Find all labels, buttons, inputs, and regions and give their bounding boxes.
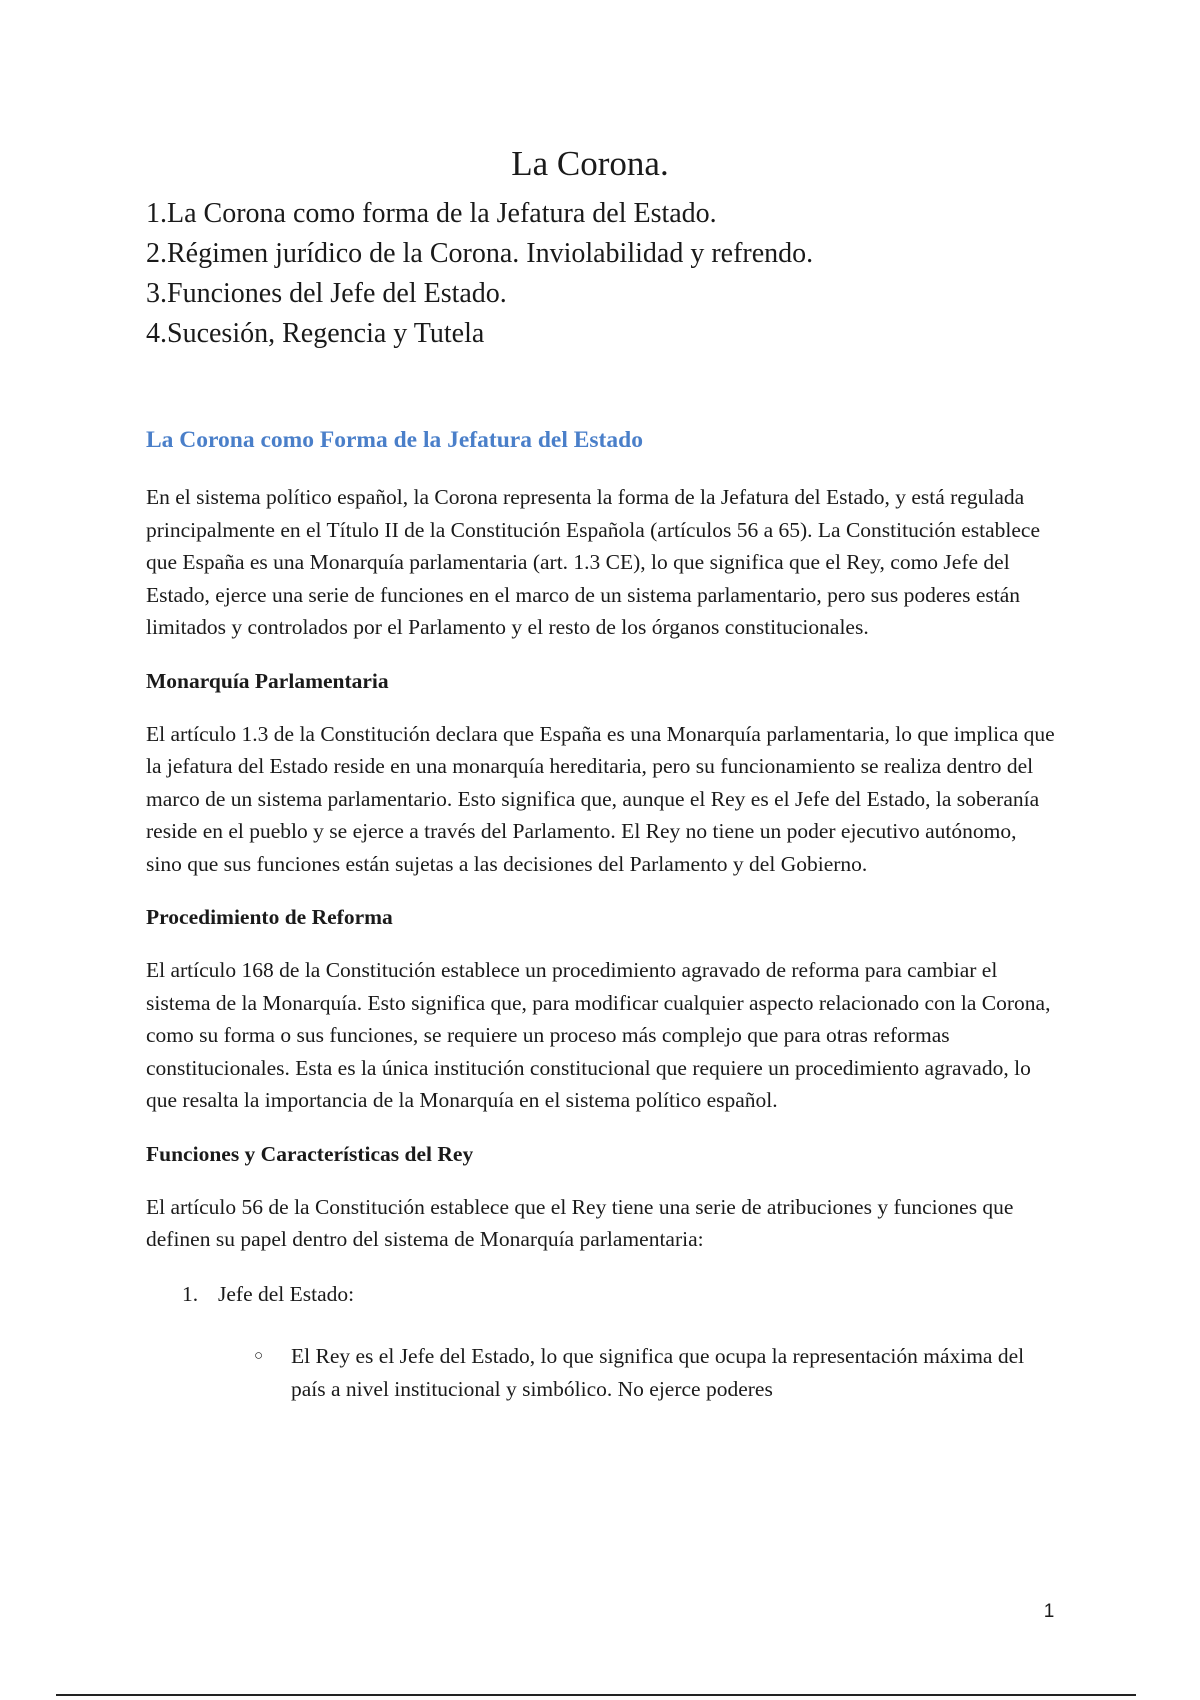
toc-item: 2.Régimen jurídico de la Corona. Inviolabilidad y refrendo. (146, 238, 814, 269)
subsection-paragraph: El artículo 168 de la Constitución establece un procedimiento agravado de reforma para cambiar el sistema de la Monarquía. Esto significa que, para modificar cualquier aspecto relacionado con la Corona, como su forma o sus funciones, se requiere un proceso más complejo que para otras reformas constitucionales. Esta es la única institución constitucional que requiere un procedimiento agravado, lo que resalta la importancia de la Monarquía en el sistema político español. (146, 958, 1051, 1112)
subsection-heading: Funciones y Características del Rey (146, 1141, 474, 1166)
list-item-label: Jefe del Estado: (218, 1281, 355, 1306)
document-body (146, 425, 1056, 1405)
intro-paragraph: En el sistema político español, la Corona representa la forma de la Jefatura del Estado, y está regulada principalmente en el Título II de la Constitución Española (artículos 56 a 65). La Constitución establece que España es una Monarquía parlamentaria (art. 1.3 CE), lo que significa que el Rey, como Jefe del Estado, ejerce una serie de funciones en el marco de un sistema parlamentario, pero sus poderes están limitados y controlados por el Parlamento y el resto de los órganos constitucionales. (146, 485, 1040, 639)
toc-item: 4.Sucesión, Regencia y Tutela (146, 318, 485, 349)
bullet-text: El Rey es el Jefe del Estado, lo que significa que ocupa la representación máxima del país a nivel institucional y simbólico. No ejerce poderes (291, 1344, 1025, 1401)
page-number: 1 (1043, 1601, 1055, 1622)
bullet-list (146, 1340, 1056, 1405)
section-heading: La Corona como Forma de la Jefatura del Estado (146, 427, 643, 453)
document-title: La Corona. (511, 144, 669, 183)
hollow-circle-bullet-icon: ○ (254, 1348, 264, 1364)
toc-item: 1.La Corona como forma de la Jefatura del Estado. (146, 198, 717, 229)
subsection-heading: Procedimiento de Reforma (146, 905, 393, 929)
list-number: 1. (182, 1281, 199, 1306)
subsection-paragraph: El artículo 1.3 de la Constitución declara que España es una Monarquía parlamentaria, lo que implica que la jefatura del Estado reside en una monarquía hereditaria, pero su funcionamiento se realiza dentro del marco de un sistema parlamentario. Esto significa que, aunque el Rey es el Jefe del Estado, la soberanía reside en el pueblo y se ejerce a través del Parlamento. El Rey no tiene un poder ejecutivo autónomo, sino que sus funciones están sujetas a las decisiones del Parlamento y del Gobierno. (146, 721, 1055, 876)
page-divider (56, 1694, 1136, 1696)
numbered-list (146, 1278, 1056, 1311)
table-of-contents (146, 194, 813, 354)
subsection-paragraph: El artículo 56 de la Constitución establece que el Rey tiene una serie de atribuciones y funciones que definen su papel dentro del sistema de Monarquía parlamentaria: (146, 1194, 1014, 1251)
list-item (182, 1278, 1056, 1311)
bullet-item (254, 1340, 1056, 1405)
toc-item: 3.Funciones del Jefe del Estado. (146, 278, 507, 309)
subsection-heading: Monarquía Parlamentaria (146, 668, 389, 693)
